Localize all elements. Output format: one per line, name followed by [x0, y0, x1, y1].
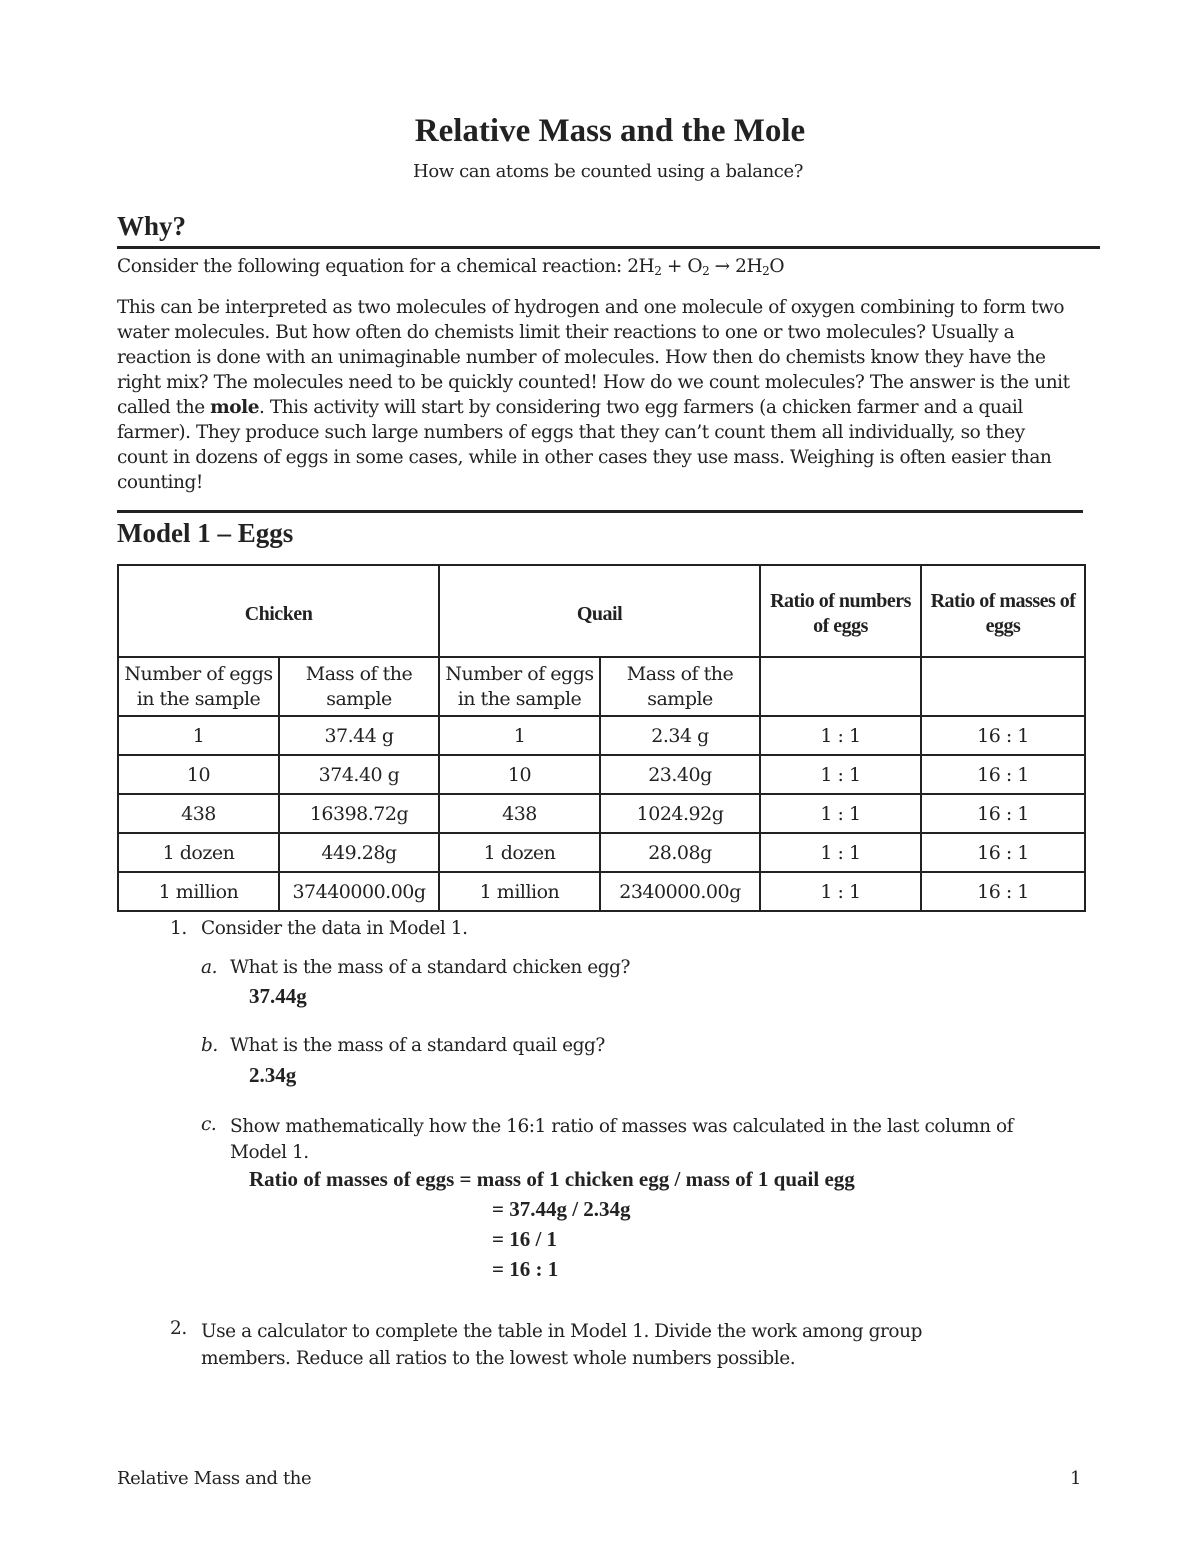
question-1b-text: What is the mass of a standard quail egg? — [230, 1035, 605, 1056]
table-header-row — [118, 565, 1085, 657]
table-row — [118, 833, 1085, 872]
equation-subscript: 2 — [654, 264, 662, 278]
table-cell: 1 : 1 — [760, 794, 921, 833]
equation-part: 2H — [627, 256, 655, 277]
question-1a-text: What is the mass of a standard chicken egg? — [230, 957, 630, 978]
why-heading: Why? — [117, 211, 187, 241]
table-cell: 1 — [118, 716, 279, 755]
table-cell: 1 — [439, 716, 600, 755]
answer-1c-line: = 16 : 1 — [492, 1257, 559, 1281]
equation-intro: Consider the following equation for a chemical reaction: — [117, 256, 628, 277]
table-cell: 1 dozen — [118, 833, 279, 872]
equation-part: + O — [661, 256, 703, 277]
equation-subscript: 2 — [702, 264, 710, 278]
question-1b-label: b. — [201, 1035, 218, 1056]
table-cell: 10 — [118, 755, 279, 794]
table-cell: 1 : 1 — [760, 716, 921, 755]
table-cell: 23.40g — [600, 755, 760, 794]
table-row — [118, 755, 1085, 794]
why-paragraph — [117, 295, 1072, 495]
subheader-cell-empty — [921, 657, 1085, 716]
table-cell: 1 million — [439, 872, 600, 911]
quail-header: Quail — [439, 565, 760, 657]
table-cell: 1 dozen — [439, 833, 600, 872]
equation-subscript: 2 — [762, 264, 770, 278]
table-cell: 16 : 1 — [921, 833, 1085, 872]
page-title: Relative Mass and the Mole — [414, 113, 806, 149]
table-cell: 10 — [439, 755, 600, 794]
table-cell: 438 — [118, 794, 279, 833]
answer-1b: 2.34g — [249, 1063, 297, 1087]
table-row — [118, 716, 1085, 755]
question-2-number: 2. — [170, 1318, 187, 1339]
table-cell: 438 — [439, 794, 600, 833]
answer-1c-line: = 16 / 1 — [492, 1227, 558, 1251]
answer-1c-line: Ratio of masses of eggs = mass of 1 chicken egg / mass of 1 quail egg — [249, 1167, 855, 1191]
table-cell: 16 : 1 — [921, 716, 1085, 755]
table-cell: 28.08g — [600, 833, 760, 872]
model1-heading: Model 1 – Eggs — [117, 518, 294, 548]
table-cell: 16 : 1 — [921, 755, 1085, 794]
page-subtitle: How can atoms be counted using a balance? — [413, 161, 803, 182]
model1-table — [117, 564, 1086, 912]
question-2-text: Use a calculator to complete the table in Model 1. Divide the work among group members. Reduce all ratios to the lowest whole numbers possible. — [201, 1321, 922, 1369]
table-cell: 449.28g — [279, 833, 439, 872]
table-cell: 1 : 1 — [760, 755, 921, 794]
equation-part: O — [769, 256, 785, 277]
answer-1a: 37.44g — [249, 984, 307, 1008]
page-number: 1 — [1070, 1468, 1082, 1489]
question-1c-text: Show mathematically how the 16:1 ratio of masses was calculated in the last column of Model 1. — [230, 1116, 1014, 1163]
table-cell: 2340000.00g — [600, 872, 760, 911]
table-cell: 1 : 1 — [760, 833, 921, 872]
chicken-header: Chicken — [118, 565, 439, 657]
answer-1c-line: = 37.44g / 2.34g — [492, 1197, 631, 1221]
table-cell: 374.40 g — [279, 755, 439, 794]
question-1c-label: c. — [201, 1114, 217, 1135]
subheader-cell: Mass of the sample — [600, 657, 760, 716]
table-cell: 1 : 1 — [760, 872, 921, 911]
paragraph-text: . This activity will start by considering two egg farmers (a chicken farmer and a quail farmer). They produce such large numbers of eggs that they can’t count them all individually, so they count in dozens of eggs in some cases, while in other cases they use mass. Weighing is often easier than counting! — [117, 397, 1052, 493]
table-cell: 1024.92g — [600, 794, 760, 833]
question-1-text: Consider the data in Model 1. — [201, 918, 468, 939]
subheader-cell: Number of eggs in the sample — [118, 657, 279, 716]
table-row — [118, 872, 1085, 911]
model-divider — [117, 510, 1083, 513]
table-cell: 2.34 g — [600, 716, 760, 755]
ratio-numbers-header: Ratio of numbers of eggs — [760, 565, 921, 657]
paragraph-text: This can be interpreted as two molecules of hydrogen and one molecule of oxygen combining to form two water molecules. But how often do chemists limit their reactions to one or two molecules? Usually a reaction is done with an unimaginable number of molecules. How then do chemists know they have the right mix? The molecules need to be quickly counted! How do we count molecules? The answer is the unit called the — [117, 297, 1070, 418]
subheader-cell-empty — [760, 657, 921, 716]
why-divider — [117, 246, 1100, 249]
table-cell: 37.44 g — [279, 716, 439, 755]
mole-term: mole — [210, 397, 260, 418]
subheader-cell: Mass of the sample — [279, 657, 439, 716]
table-cell: 16398.72g — [279, 794, 439, 833]
footer-title: Relative Mass and the — [117, 1468, 312, 1489]
equation-line — [117, 254, 1100, 284]
table-cell: 16 : 1 — [921, 794, 1085, 833]
question-1-number: 1. — [170, 918, 187, 939]
table-cell: 16 : 1 — [921, 872, 1085, 911]
table-cell: 1 million — [118, 872, 279, 911]
subheader-cell: Number of eggs in the sample — [439, 657, 600, 716]
table-subheader-row — [118, 657, 1085, 716]
table-cell: 37440000.00g — [279, 872, 439, 911]
question-1a-label: a. — [201, 957, 218, 978]
equation-part: → 2H — [709, 256, 763, 277]
ratio-masses-header: Ratio of masses of eggs — [921, 565, 1085, 657]
table-row — [118, 794, 1085, 833]
